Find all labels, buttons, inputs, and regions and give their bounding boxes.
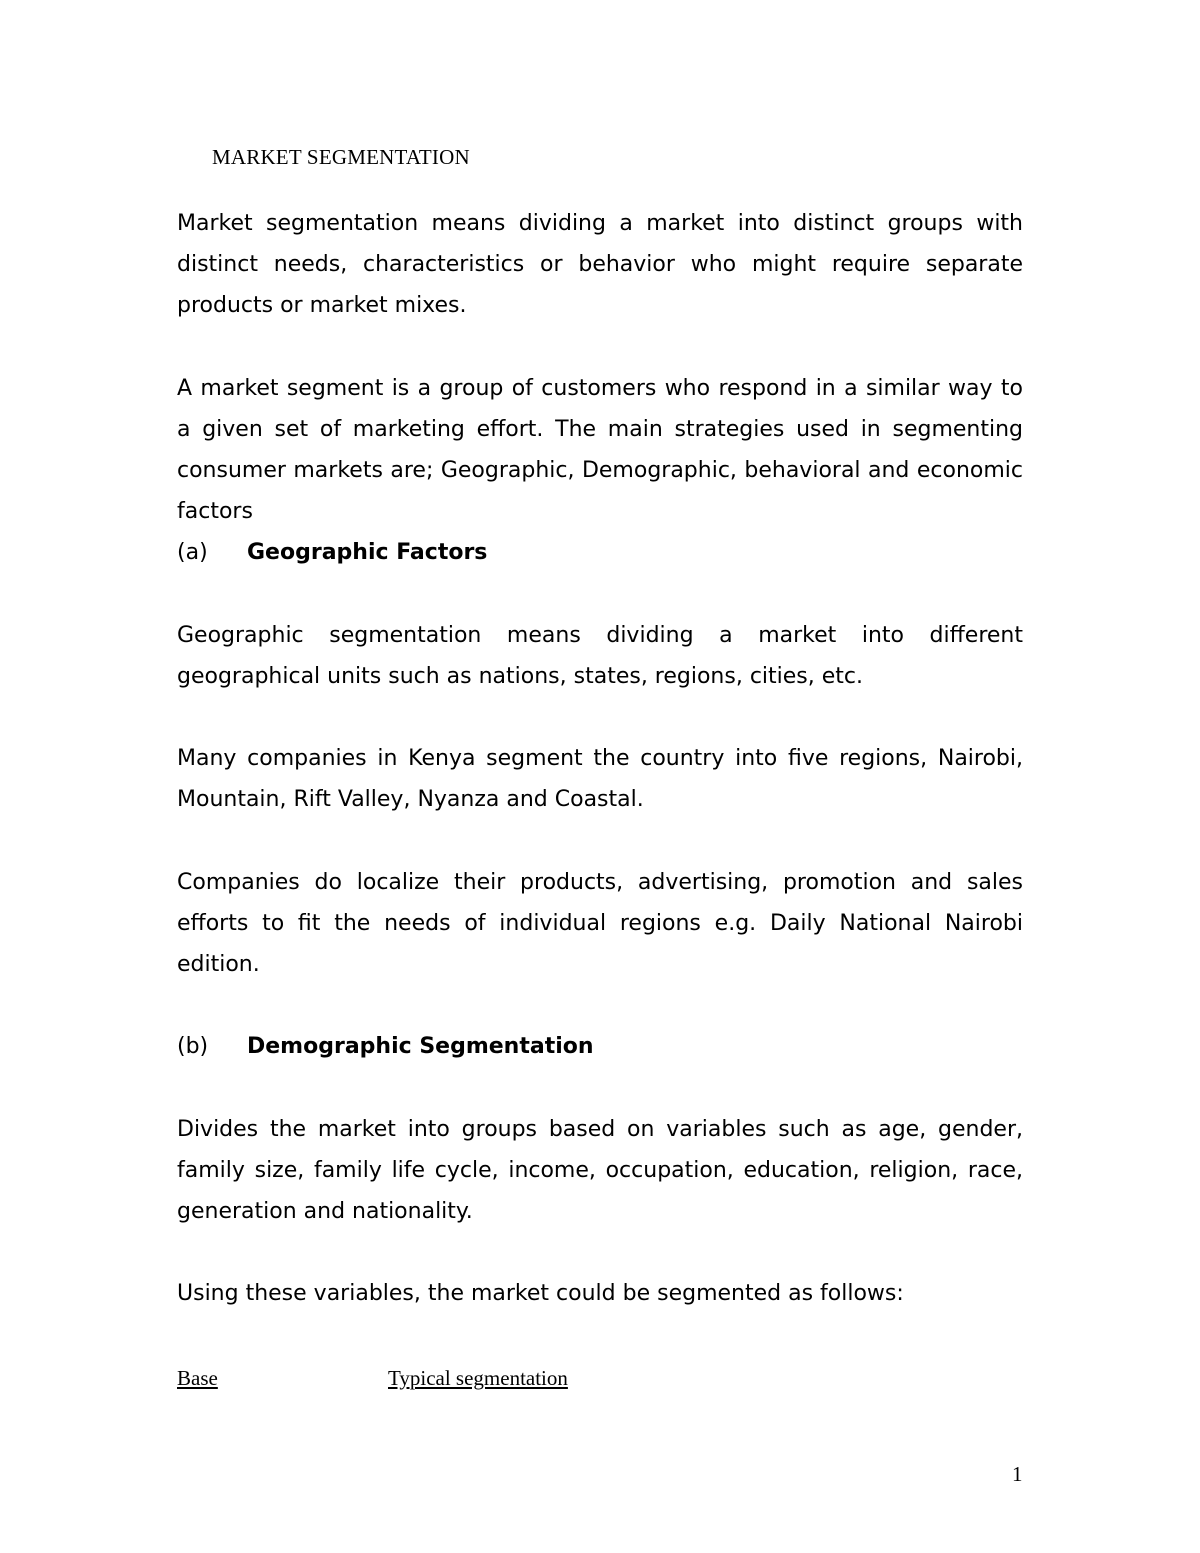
- section-label-b: (b): [177, 1034, 209, 1059]
- section-heading-demographic: [177, 1026, 1023, 1067]
- paragraph-geographic-definition: Geographic segmentation means dividing a market into different geographical units such as nations, states, regions, cities, etc.: [177, 623, 1023, 689]
- section-heading-geographic: [177, 532, 1023, 573]
- paragraph-localization: Companies do localize their products, advertising, promotion and sales efforts to fit the needs of individual regions e.g. Daily National Nairobi edition.: [177, 870, 1023, 977]
- table-header-typical-segmentation: Typical segmentation: [388, 1366, 568, 1390]
- paragraph-demographic-variables: Divides the market into groups based on variables such as age, gender, family size, family life cycle, income, occupation, education, religion, race, generation and nationality.: [177, 1117, 1023, 1224]
- paragraph-kenya-regions: Many companies in Kenya segment the country into five regions, Nairobi, Mountain, Rift Valley, Nyanza and Coastal.: [177, 746, 1023, 812]
- document-title: MARKET SEGMENTATION: [212, 145, 470, 169]
- paragraph-market-segment: A market segment is a group of customers who respond in a similar way to a given set of marketing effort. The main strategies used in segmenting consumer markets are; Geographic, Demographic, behavioral and economic factors: [177, 376, 1023, 524]
- paragraph-definition: Market segmentation means dividing a market into distinct groups with distinct needs, characteristics or behavior who might require separate products or market mixes.: [177, 211, 1023, 318]
- page-number: 1: [1012, 1462, 1023, 1486]
- section-title-demographic: Demographic Segmentation: [247, 1034, 594, 1059]
- paragraph-segmented-as-follows: Using these variables, the market could be segmented as follows:: [177, 1281, 904, 1306]
- section-title-geographic: Geographic Factors: [247, 540, 488, 565]
- section-label-a: (a): [177, 540, 208, 565]
- table-header-base: Base: [177, 1366, 218, 1390]
